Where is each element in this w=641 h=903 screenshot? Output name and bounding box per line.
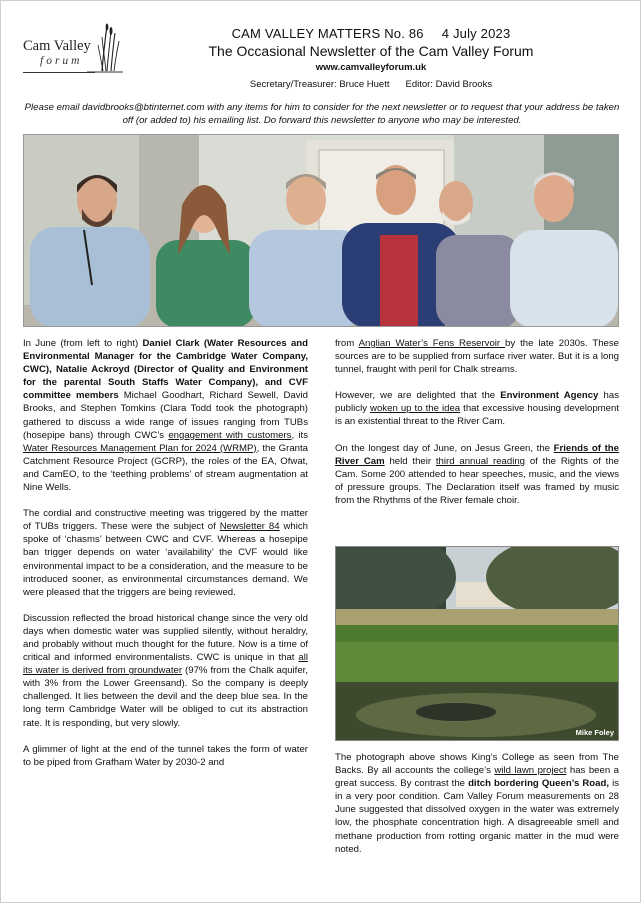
kings-college-photo	[335, 546, 619, 741]
right-column-bottom	[335, 751, 619, 869]
bold-text: Daniel Clark (Water Resources and Environmental Manager for the Cambridge Water Company, CWC), Natalie Ackroyd (Director of Quality and Environment for the parental South Staffs Water Company), and CVF committee members	[23, 338, 308, 402]
text-span: which spoke of ‘chasms’ between CWC and CVF. Whereas a hosepipe ban trigger depends on water ‘availability’ the CVF would like environmental impact to be a consideration, and the measure to be introduced sooner, as environmental circumstances demand. We were pleased that the triggers are being reviewed.	[23, 521, 309, 598]
paragraph-meeting	[23, 337, 308, 494]
paragraph-environment-agency	[335, 389, 619, 428]
group-photo-image	[24, 135, 619, 327]
text-span: The cordial and constructive meeting was triggered by the matter of TUBs triggers. These were the subject of	[23, 508, 308, 533]
engagement-link[interactable]: engagement with customers	[168, 429, 292, 441]
newsletter-84-link[interactable]: Newsletter 84	[219, 521, 280, 533]
text-span: However, we are delighted that the	[335, 390, 501, 402]
annual-reading-link[interactable]: third annual reading	[435, 455, 526, 467]
masthead	[131, 26, 611, 90]
group-photo	[23, 134, 619, 327]
text-span: A glimmer of light at the end of the tunnel takes the form of water to be piped from Grafham Water by 2030-2 and	[23, 743, 308, 768]
text-span: is in a very poor condition. Cam Valley Forum measurements on 28 June suggested that dissolved oxygen in the water was extremely low, the phosphate concentration high. A disagreeable smell and methane production from rotting organic matter in the mud were noted.	[335, 778, 619, 855]
text-span: , its	[291, 429, 308, 441]
left-column	[23, 337, 308, 782]
officers-line	[131, 79, 611, 90]
text-span: from	[335, 338, 359, 349]
photo-credit: Mike Foley	[575, 728, 614, 737]
friends-river-cam-link[interactable]: Friends of the River Cam	[335, 442, 620, 467]
editor-credit: Editor: David Brooks	[405, 79, 493, 90]
paragraph-friends-of-cam	[335, 442, 619, 507]
website-link[interactable]: www.camvalleyforum.uk	[315, 62, 427, 73]
text-span: held their	[384, 455, 436, 467]
bold-text: ditch bordering Queen’s Road,	[468, 778, 610, 790]
paragraph-reservoir	[335, 337, 619, 376]
text-span: of the Rights of the Cam. Some 200 attended to hear speeches, music, and the views of pressure groups. The Declaration itself was framed by music from the Rhythms of the River female choir.	[335, 455, 619, 506]
issue-date: 4 July 2023	[441, 26, 511, 41]
paragraph-triggers	[23, 507, 308, 599]
issue-line	[131, 26, 611, 41]
paragraph-grafham	[23, 743, 308, 769]
text-span: has publicly	[335, 390, 619, 415]
text-span: On the longest day of June, on Jesus Green, the	[335, 442, 554, 454]
email-notice: Please email davidbrooks@btinternet.com with any items for him to consider for the next newsletter or to request that your address be taken off (or added to) his emailing list. Do forward this newsletter to anyone who may be interested.	[24, 102, 620, 126]
logo-divider	[23, 72, 95, 73]
bold-text: Environment Agency	[500, 390, 599, 402]
text-span: In June (from left to right)	[23, 338, 143, 349]
text-span: (97% from the Chalk aquifer, with 3% from the Lower Greensand). So the company is deeply challenged. It lies between the devil and the deep blue sea. In the long term Cambridge Water will be obliged to cut its abstraction rate. It is responding, but very slowly.	[23, 665, 309, 729]
text-span: has been a great success. By contrast the	[335, 765, 619, 790]
paragraph-history	[23, 612, 308, 730]
wild-lawn-link[interactable]: wild lawn project	[494, 765, 567, 777]
newsletter-tagline: The Occasional Newsletter of the Cam Valley Forum	[208, 43, 534, 59]
issue-number: CAM VALLEY MATTERS No. 86	[231, 26, 424, 41]
cam-valley-forum-logo	[23, 23, 127, 85]
text-span: Michael Goodhart, Richard Sewell, David Brooks, and Stephen Tomkins (Clara Todd took the photograph) gathered to discuss a wide range of issues ranging from TUBs (hosepipe bans) through CWC’s	[23, 390, 308, 441]
logo-title: Cam Valley	[23, 38, 91, 54]
text-span: Discussion reflected the broad historical change since the very old days when domestic water was supplied silently, without heraldry, and probably without much thought for the future. Now is a time of critical and informed environmentalists. CWC is unique in that	[23, 612, 308, 664]
woken-up-link[interactable]: woken up to the idea	[370, 403, 461, 415]
text-span: , the Granta Catchment Resource Project (GCRP), the roles of the EA, Ofwat, and CamEO, to the ‘teething problems’ of stream augmentation at Nine Wells.	[23, 442, 308, 494]
wrmp-link[interactable]: Water Resources Management Plan for 2024 (WRMP)	[23, 442, 257, 454]
paragraph-kings-college	[335, 751, 619, 856]
text-span: by the late 2030s. These sources are to be supplied from surface river water. But it is a long tunnel, fraught with peril for Chalk streams.	[335, 338, 619, 376]
groundwater-link[interactable]: all its water is derived from groundwater	[23, 652, 308, 677]
logo-subtitle: forum	[40, 55, 83, 67]
right-column-top	[335, 337, 619, 520]
text-span: that excessive housing development is an existential threat to the River Cam.	[335, 403, 619, 428]
kings-college-image	[336, 547, 619, 741]
text-span: The photograph above shows King’s College as seen from The Backs. By all accounts the college’s	[335, 752, 619, 777]
fens-reservoir-link[interactable]: Anglian Water’s Fens Reservoir	[358, 338, 506, 349]
secretary-credit: Secretary/Treasurer: Bruce Huett	[249, 79, 390, 90]
